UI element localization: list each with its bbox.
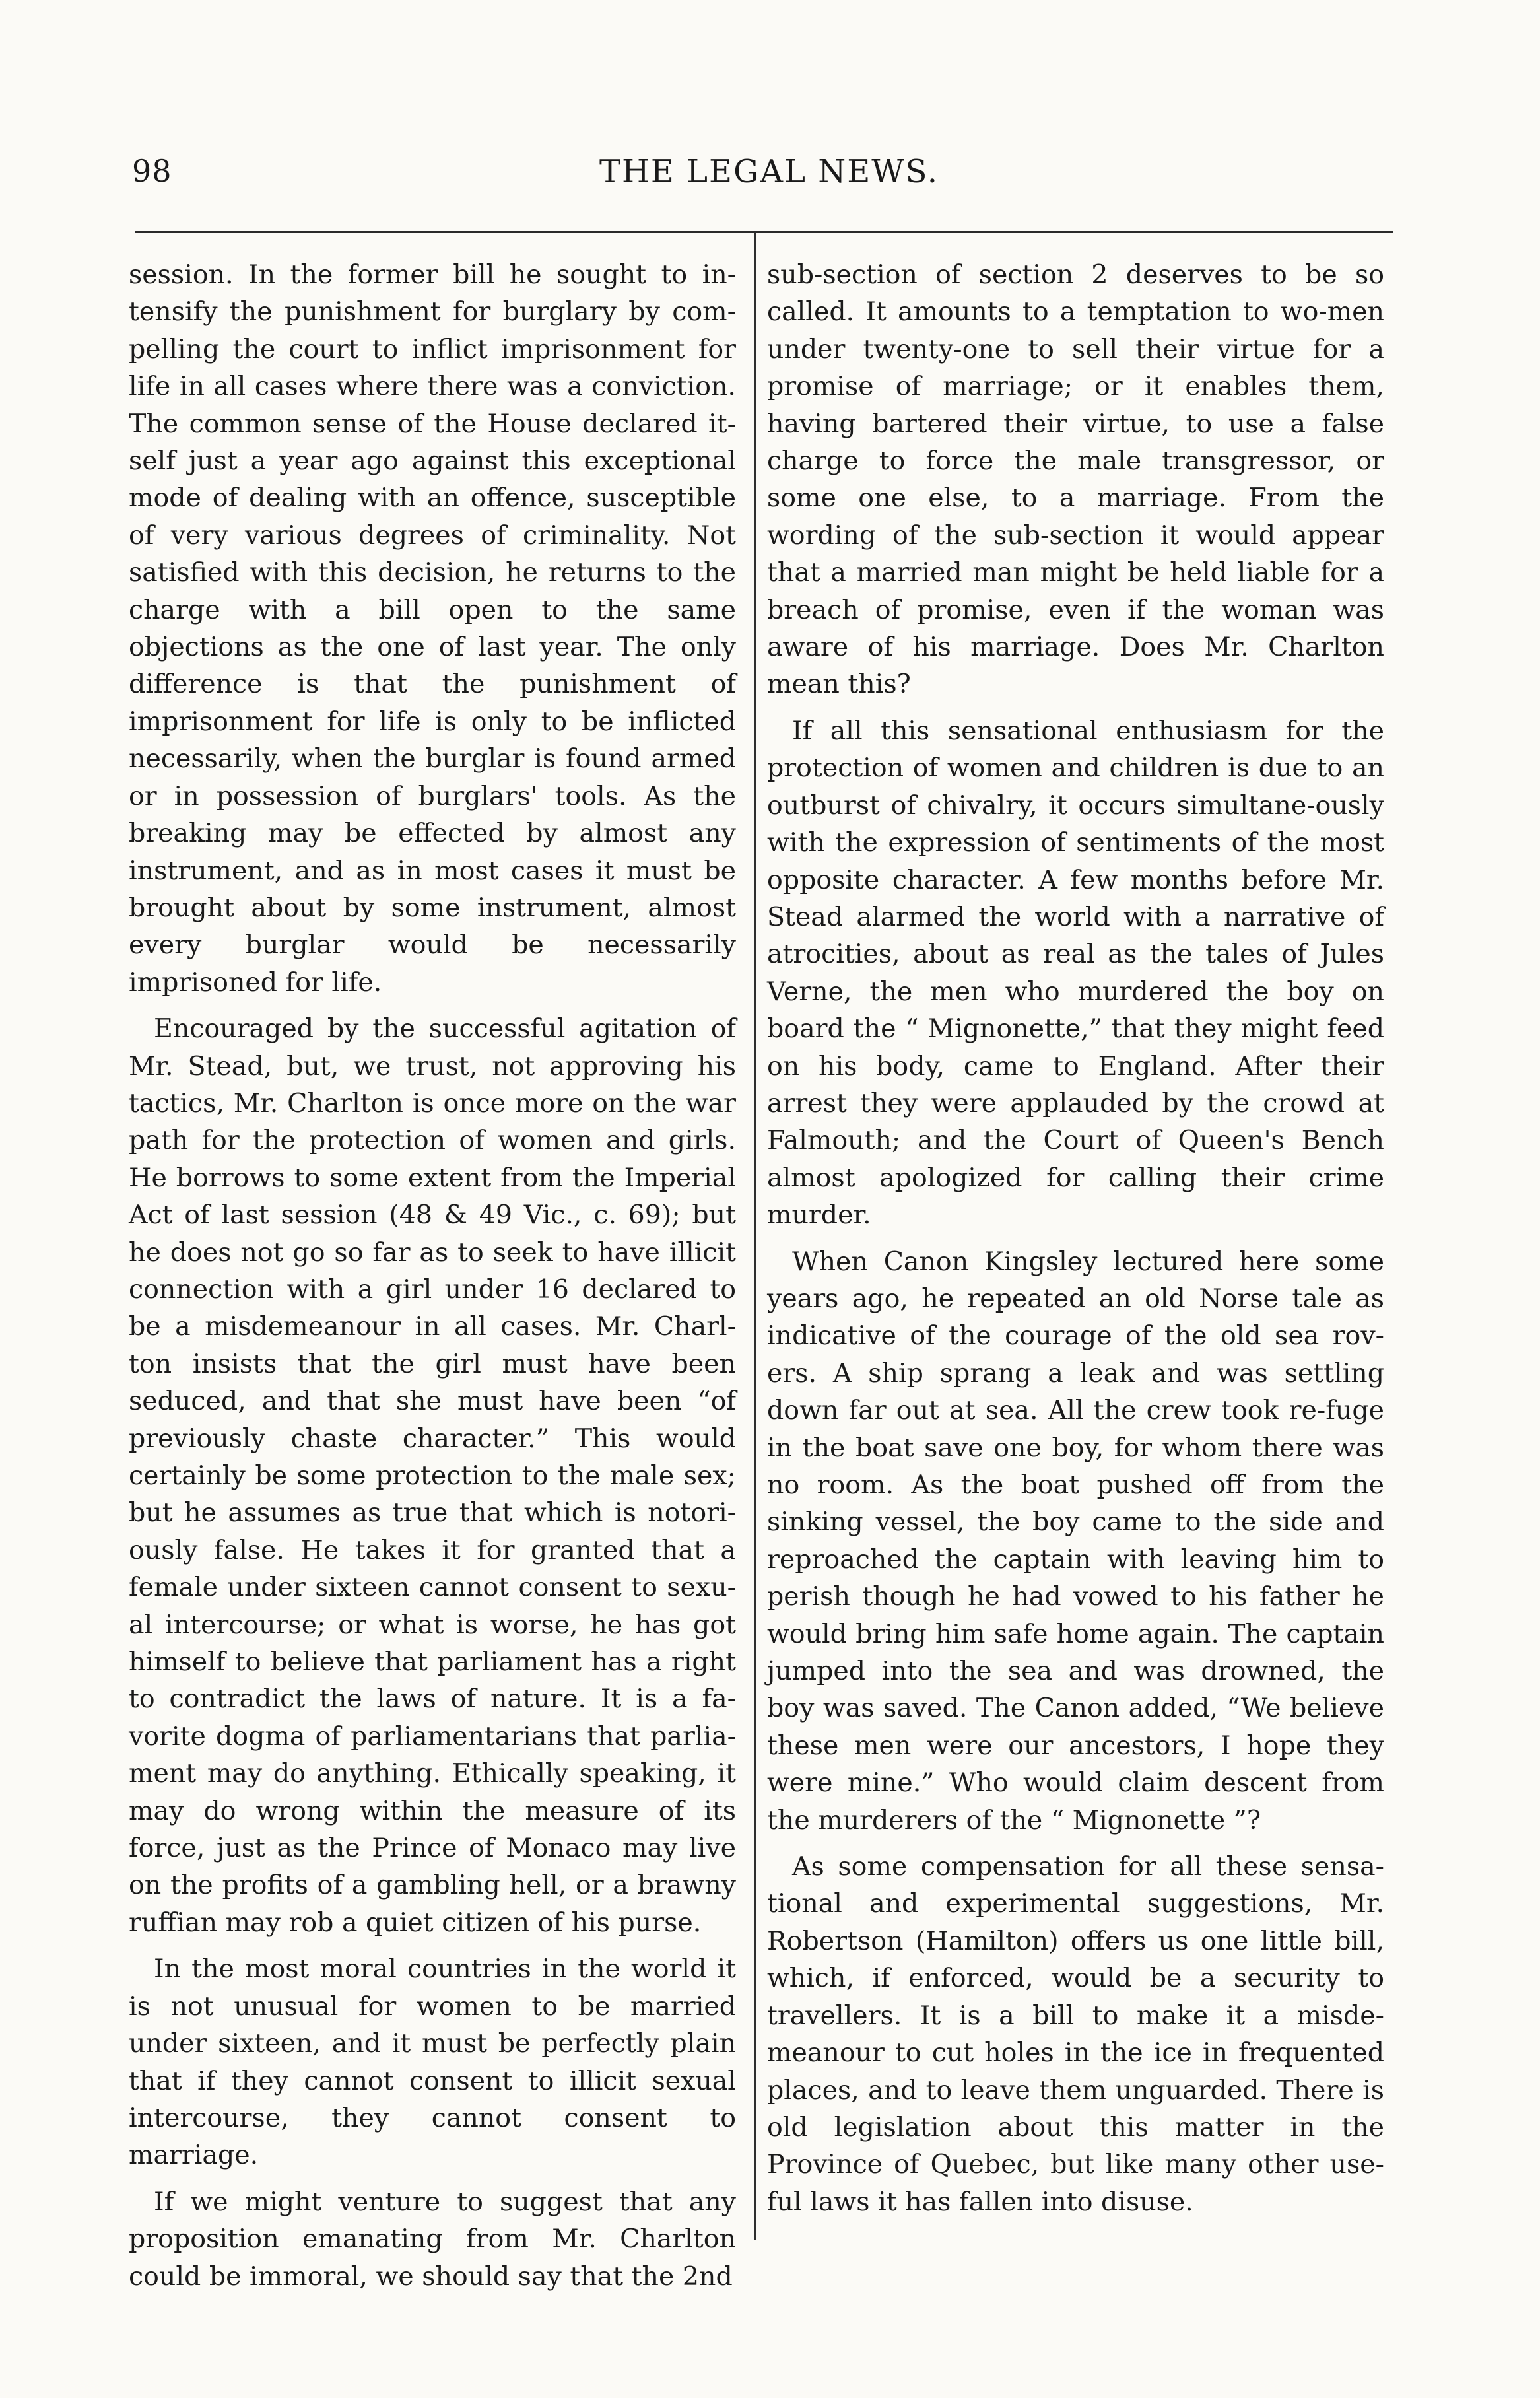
header-rule — [135, 231, 1393, 233]
right-column — [767, 256, 1384, 2230]
paragraph: When Canon Kingsley lectured here some years ago, he repeated an old Norse tale as indicative of the courage of the old sea rov-ers. A ship sprang a leak and was settling down far out at sea. All the crew took re-fuge in the boat save one boy, for whom there was no room. As the boat pushed off from the sinking vessel, the boy came to the side and reproached the captain with leaving him to perish though he had vowed to his father he would bring him safe home again. The captain jumped into the sea and was drowned, the boy was saved. The Canon added, “We believe these men were our ancestors, I hope they were mine.” Who would claim descent from the murderers of the “ Mignonette ”? — [767, 1246, 1384, 1835]
paragraph: If all this sensational enthusiasm for the protection of women and children is due to an outburst of chivalry, it occurs simultane-ously with the expression of sentiments of the most opposite character. A few months before Mr. Stead alarmed the world with a narrative of atrocities, about as real as the tales of Jules Verne, the men who murdered the boy on board the “ Mignonette,” that they might feed on his body, came to England. After their arrest they were applauded by the crowd at Falmouth; and the Court of Queen's Bench almost apologized for calling their crime murder. — [767, 715, 1384, 1231]
paragraph: session. In the former bill he sought to in-tensify the punishment for burglary by com-pelling the court to inflict imprisonment for life in all cases where there was a conviction. The common sense of the House declared it-self just a year ago against this exceptional mode of dealing with an offence, susceptible of very various degrees of criminality. Not satisfied with this decision, he returns to the charge with a bill open to the same objections as the one of last year. The only difference is that the punishment of imprisonment for life is only to be inflicted necessarily, when the burglar is found armed or in possession of burglars' tools. As the breaking may be effected by almost any instrument, and as in most cases it must be brought about by some instrument, almost every burglar would be necessarily imprisoned for life. — [129, 259, 736, 998]
paragraph: As some compensation for all these sensa-tional and experimental suggestions, Mr. Robertson (Hamilton) offers us one little bill, which, if enforced, would be a security to travellers. It is a bill to make it a misde-meanour to cut holes in the ice in frequented places, and to leave them unguarded. There is old legislation about this matter in the Province of Quebec, but like many other use-ful laws it has fallen into disuse. — [767, 1851, 1384, 2217]
page-number: 98 — [132, 153, 172, 189]
paragraph: If we might venture to suggest that any proposition emanating from Mr. Charlton could be immoral, we should say that the 2nd — [129, 2186, 736, 2292]
paragraph: Encouraged by the successful agitation of Mr. Stead, but, we trust, not approving his tactics, Mr. Charlton is once more on the war path for the protection of women and girls. He borrows to some extent from the Imperial Act of last session (48 & 49 Vic., c. 69); but he does not go so far as to seek to have illicit connection with a girl under 16 declared to be a misdemeanour in all cases. Mr. Charl-ton insists that the girl must have been seduced, and that she must have been “of previously chaste character.” This would certainly be some protection to the male sex; but he assumes as true that which is notori-ously false. He takes it for granted that a female under sixteen cannot consent to sexu-al intercourse; or what is worse, he has got himself to believe that parliament has a right to contradict the laws of nature. It is a fa-vorite dogma of parliamentarians that parlia-ment may do anything. Ethically speaking, it may do wrong within the measure of its force, just as the Prince of Monaco may live on the profits of a gambling hell, or a brawny ruffian may rob a quiet citizen of his purse. — [129, 1013, 736, 1938]
page-header — [132, 153, 1406, 206]
paragraph: sub-section of section 2 deserves to be so called. It amounts to a temptation to wo-men under twenty-one to sell their virtue for a promise of marriage; or it enables them, having bartered their virtue, to use a false charge to force the male transgressor, or some one else, to a marriage. From the wording of the sub-section it would appear that a married man might be held liable for a breach of promise, even if the woman was aware of his marriage. Does Mr. Charlton mean this? — [767, 259, 1384, 700]
left-column — [129, 256, 736, 2304]
paragraph: In the most moral countries in the world it is not unusual for women to be married under sixteen, and it must be perfectly plain that if they cannot consent to illicit sexual intercourse, they cannot consent to marriage. — [129, 1954, 736, 2171]
running-title: THE LEGAL NEWS. — [599, 153, 939, 190]
column-divider — [754, 232, 756, 2240]
